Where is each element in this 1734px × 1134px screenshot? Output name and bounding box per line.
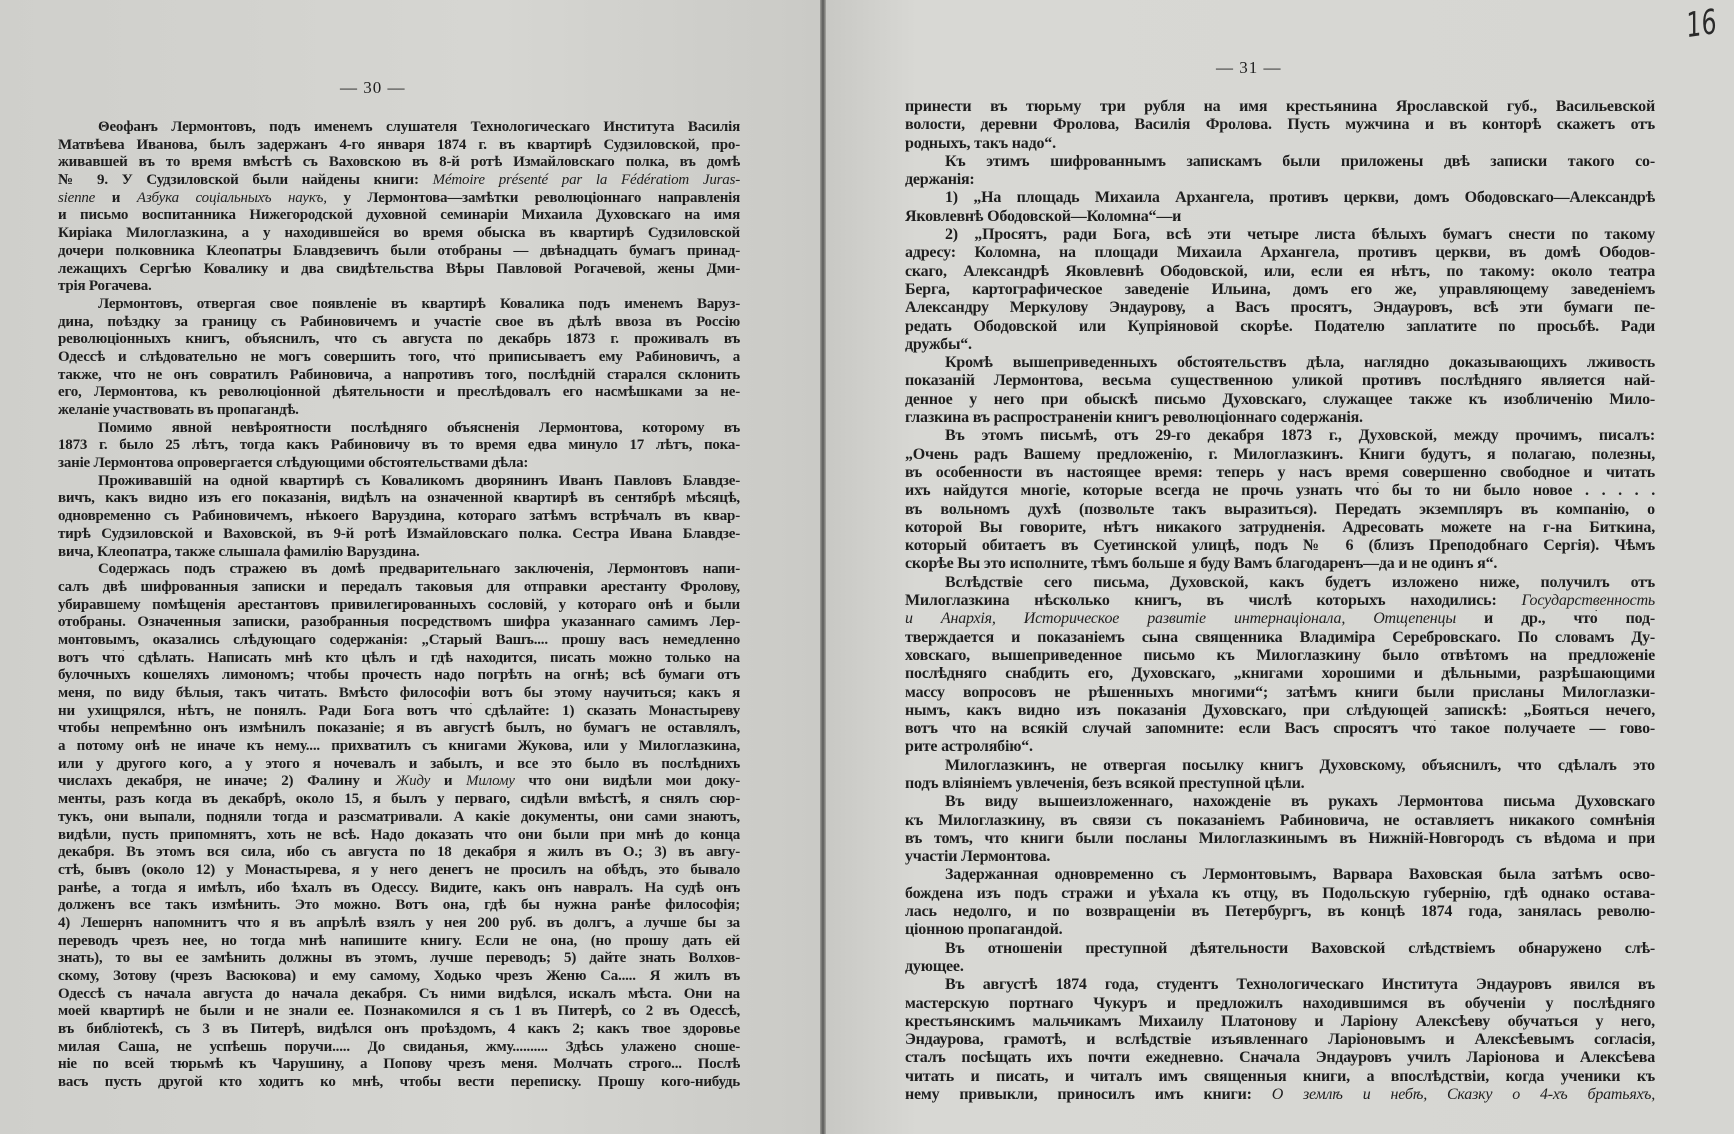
text-line: менты, разъ когда въ декабрѣ, около 15, я былъ у перваго, сидѣли вмѣстѣ, я снялъ сюр-	[58, 791, 740, 808]
text-line	[905, 1086, 1655, 1104]
text-line: дующее.	[905, 957, 964, 975]
paragraph	[905, 793, 1655, 866]
text-line: видѣли, пусть припомнятъ, хоть не всѣ. Надо доказать что они были при мнѣ до конца	[58, 826, 740, 843]
text-line: живавшей въ то время вмѣстѣ съ Ваховскою въ 8-й ротѣ Измайловскаго полка, въ домѣ	[58, 154, 740, 171]
text-line: показаній Лермонтова, весьма существенною уликой противъ послѣдняго является най-	[905, 372, 1655, 390]
paragraph	[905, 153, 1655, 190]
text-line: милая Саша, не успѣешь поручи..... До свиданья, жму.......... Здѣсь улажено сноше-	[58, 1038, 740, 1055]
text-line: знать), то вы ее замѣнить должны въ этомъ, лучше переводъ; 5) дайте знать Волхов-	[58, 950, 740, 967]
paragraph	[58, 561, 740, 1092]
text-line: держанія:	[905, 171, 975, 189]
text-segment: и	[430, 773, 467, 790]
text-line: лась недолго, и по возвращеніи въ Петербургъ, въ концѣ 1874 года, занялась револю-	[905, 903, 1655, 921]
text-segment: и	[95, 189, 137, 206]
text-line: Помимо явной невѣроятности послѣдняго объясненія Лермонтова, которому въ	[98, 419, 740, 436]
text-line: 1) „На площадь Михаила Архангела, противъ церкви, домъ Ободовскаго—Александрѣ	[945, 189, 1655, 207]
text-line: стѣ, бывъ (около 12) у Монастырева, я у него денегъ не просилъ на обѣдъ, это бывало	[58, 861, 740, 878]
text-line: Задержанная одновременно съ Лермонтовымъ, Варвара Ваховская была затѣмъ осво-	[945, 866, 1655, 884]
text-line	[58, 172, 740, 190]
text-line: въ томъ, что книги были посланы Милоглазкинымъ въ Нижній-Новгородъ съ вѣдома и при	[905, 829, 1655, 847]
text-line: или у другого кого, а у этого я ночевалъ и забылъ, и все это было въ послѣднихъ	[58, 755, 740, 772]
paragraph	[905, 226, 1655, 354]
text-line: моей квартирѣ не были и не знали ее. Познакомился я съ 1 въ Питерѣ, со 2 въ Одессѣ,	[58, 1003, 740, 1020]
text-line: ніе по всей тюрьмѣ къ Чарушину, а Попову чрезъ меня. Молчать строго... Послѣ	[58, 1056, 740, 1073]
paragraph	[905, 940, 1655, 977]
text-line: читать и писать, и читалъ имъ священныя книги, а впослѣдствіи, когда ученики къ	[905, 1067, 1655, 1085]
text-line: массу вопросовъ не рѣшенныхъ многими“; затѣмъ книги были присланы Милоглазки-	[905, 683, 1655, 701]
text-column-left	[58, 119, 740, 1092]
text-line: 1873 г. было 25 лѣтъ, тогда какъ Рабиновичу въ то время едва минуло 17 лѣтъ, пока-	[58, 437, 740, 454]
text-line: Одессѣ и слѣдовательно не могъ совершить того, что̀ приписываетъ ему Рабиновичъ, а	[58, 348, 740, 365]
text-line: Александру Меркулову Эндаурову, а Васъ просятъ, Эндауровъ, всѣ эти бумаги пе-	[905, 299, 1655, 317]
text-line: салъ двѣ шифрованныя записки и передалъ таковыя для отправки арестанту Фролову,	[58, 578, 740, 595]
text-line: булочныхъ кошеляхъ лимономъ; чтобы прочесть надо погрѣть на огнѣ; всѣ бумаги отъ	[58, 667, 740, 684]
text-line: ни ухищрялся, нѣтъ, не понялъ. Ради Бога вотъ что̀ сдѣлайте: 1) сказать Монастыреву	[58, 702, 740, 719]
text-line: Въ этомъ письмѣ, отъ 29-го декабря 1873 г., Духовской, между прочимъ, писалъ:	[945, 427, 1655, 445]
text-line: его, Лермонтова, къ революціонной дѣятельности и преслѣдовалъ его насмѣшками за не-	[58, 384, 740, 401]
text-line: участіи Лермонтова.	[905, 848, 1051, 866]
paragraph	[905, 98, 1655, 153]
text-line: послѣдняго снабдить его, Духовскаго, „книгами хорошими и дѣльными, разрѣшающими	[905, 665, 1655, 683]
text-segment: Милоглазкина нѣсколько книгъ, въ числѣ которыхъ находились:	[905, 592, 1522, 610]
text-line: 2) „Просятъ, ради Бога, всѣ эти четыре листа бѣлыхъ бумагъ снести по такому	[945, 226, 1655, 244]
text-line: Берга, картографическое заведеніе Ильина, домъ его же, управляющему заведеніемъ	[905, 280, 1655, 298]
text-line: вотъ что̀ сдѣлать. Написать мнѣ кто цѣлъ и гдѣ находится, писать можно только на	[58, 649, 740, 666]
text-line: ихъ найдутся многіе, которые всегда не прочь узнать что̀ бы то ни было новое . . . . .	[905, 482, 1655, 500]
text-line: а потому онѣ не иначе къ нему.... прихватилъ съ книгами Жукова, или у Милоглазкина,	[58, 738, 740, 755]
text-line: Въ виду вышеизложеннаго, нахожденіе въ рукахъ Лермонтова письма Духовскаго	[945, 793, 1655, 811]
text-line: монтовымъ, оказались слѣдующаго содержанія: „Старый Вашъ.... прошу васъ немедленно	[58, 631, 740, 648]
text-line: родныхъ, такъ надо“.	[905, 134, 1056, 152]
text-line: чтобы непремѣнно онъ измѣнилъ показаніе; я въ августѣ былъ, но бумагъ не оставлялъ,	[58, 720, 740, 737]
text-segment: нему привыкли, приносилъ имъ книги:	[905, 1086, 1272, 1104]
text-line: заніе Лермонтова опровергается слѣдующими обстоятельствами дѣла:	[58, 455, 529, 472]
text-line: отобраны. Означенныя записки, разобранныя посредствомъ шифра указаннаго самимъ Лер-	[58, 614, 740, 631]
text-line: одновременно съ Рабиновичемъ, нѣкоего Варуздина, котораго затѣмъ встрѣчалъ въ квар-	[58, 508, 740, 525]
text-line: вича, Клеопатра, также слышала фамилію Варуздина.	[58, 543, 420, 560]
text-line: Содержась подъ стражею въ домѣ предварительнаго заключенія, Лермонтовъ напи-	[98, 561, 740, 578]
text-line: въ вольномъ духѣ (позвольте такъ выразиться). Передать экземпляръ въ компанію, о	[905, 500, 1655, 518]
text-line: глазкина въ распространеніи книгъ революціоннаго содержанія.	[905, 409, 1363, 427]
italic-title-text: О землѣ и небѣ, Сказку о 4-хъ братьяхъ,	[1271, 1086, 1655, 1104]
text-line	[905, 610, 1655, 628]
text-segment: и др., что̀ под-	[1455, 610, 1655, 628]
italic-title-text: и Анархія, Историческое развитіе интернаціонала, Отщепенцы	[905, 610, 1456, 628]
paragraph	[905, 354, 1655, 427]
text-line: Милоглазкинъ, не отвергая посылку книгъ Духовскому, объяснилъ, что сдѣлалъ это	[945, 756, 1655, 774]
text-line: принести въ тюрьму три рубля на имя крестьянина Ярославской губ., Васильевской	[905, 98, 1655, 115]
text-line: революціонныхъ книгъ, объяснилъ, что съ августа по декабрь 1873 г. проживалъ въ	[58, 331, 740, 348]
text-line: декабря. Въ этомъ вся сила, ибо съ августа по 18 декабря я жилъ въ О.; 3) въ авгу-	[58, 844, 740, 861]
text-line: Къ этимъ шифрованнымъ запискамъ были приложены двѣ записки такого со-	[945, 152, 1655, 170]
text-line: „Очень радъ Вашему предложенію, г. Милоглазкинъ. Книги будутъ, я полагаю, полезны,	[905, 445, 1655, 463]
text-line: тверждается и показаніемъ сына священника Владиміра Серебровскаго. По словамъ Ду-	[905, 628, 1655, 646]
text-line: нымъ, какъ видно изъ показанія Духовскаго, при слѣдующей запискѣ: „Бояться нечего,	[905, 701, 1655, 719]
paragraph	[905, 976, 1655, 1104]
text-line: 4) Лешернъ напомнитъ что я въ апрѣлѣ взялъ у нея 200 руб. въ долгъ, а лучше бы за	[58, 914, 740, 931]
text-line: ховскаго, вышеприведенное письмо къ Милоглазкину было отвѣтомъ на предложеніе	[905, 646, 1655, 664]
text-line: скорѣе Вы это исполните, тѣмъ больше я буду Вамъ благодаренъ—да и не одинъ я“.	[905, 555, 1498, 573]
paragraph	[58, 296, 740, 420]
text-line: редать Ободовской или Купріяновой скорѣе. Подателю заплатите по просьбѣ. Ради	[905, 317, 1655, 335]
text-line: желаніе участвовать въ пропагандѣ.	[58, 402, 299, 418]
text-line: Яковлевнѣ Ободовской—Коломна“—и	[905, 207, 1182, 225]
paragraph	[905, 866, 1655, 939]
italic-title-text: sienne	[58, 189, 96, 206]
book-gutter	[820, 0, 826, 1134]
text-line: бождена изъ подъ стражи и уѣхала къ отцу, въ Подольскую губернію, гдѣ однако остава-	[905, 884, 1655, 902]
text-line: тукъ, они выпали, подняли тогда и разсматривали. А какіе документы, они сами знаютъ,	[58, 808, 740, 825]
italic-title-text: Государственность	[1521, 592, 1655, 610]
text-line: скаго, Александрѣ Яковлевнѣ Ободовской, или, если ея нѣтъ, по такому: около театра	[905, 262, 1655, 280]
text-line: убиравшему помѣщенія арестантовъ привилегированныхъ сословій, у котораго онѣ и были	[58, 596, 740, 613]
paragraph	[905, 189, 1655, 226]
text-line: трія Рогачева.	[58, 278, 152, 295]
text-line: Проживавшій на одной квартирѣ съ Коваликомъ дворянинъ Иванъ Павловъ Блавдзе-	[98, 472, 740, 489]
text-line: который обитаетъ въ Суетинской улицѣ, подъ № 6 (близъ Преподобнаго Сергія). Чѣмъ	[905, 537, 1655, 555]
text-line: Въ отношеніи преступной дѣятельности Ваховской слѣдствіемъ обнаружено слѣ-	[945, 939, 1655, 957]
text-line: которой Вы говорите, нѣтъ никакого затрудненія. Адресовать можете на г-на Биткина,	[905, 518, 1655, 536]
text-line: адресу: Коломна, на площади Михаила Архангела, противъ церкви, въ домѣ Ободов-	[905, 244, 1655, 262]
text-segment: № 9. У Судзиловской были найдены книги:	[58, 172, 433, 189]
text-line: вичъ, какъ видно изъ его показанія, видѣлъ на означенной квартирѣ въ сентябрѣ мѣсяцѣ,	[58, 490, 740, 507]
paragraph	[905, 574, 1655, 757]
text-line: меня, по виду бѣлыя, такъ читать. Вмѣсто философіи вотъ бы этому научиться; какъ я	[58, 685, 740, 701]
text-line: дочери полковника Клеопатры Блавдзевичъ были отобраны — двѣнадцать бумагъ принад-	[58, 242, 740, 259]
text-line: Въ августѣ 1874 года, студентъ Технологическаго Института Эндауровъ явился въ	[945, 976, 1655, 994]
text-segment: у Лермонтова—замѣтки революціоннаго направленія	[326, 189, 740, 206]
text-line: лежащихъ Сергѣю Ковалику и два свидѣтельства Вѣры Павловой Рогачевой, жены Дми-	[58, 260, 740, 277]
text-line: тирѣ Судзиловской и Ваховской, въ 9-й ротѣ Измайловскаго полка. Сестра Ивана Блавдзе-	[58, 525, 740, 542]
text-line: долженъ все такъ измѣнить. Это можно. Вотъ она, гдѣ бы нужна ранѣе философія;	[58, 897, 740, 914]
paragraph	[58, 420, 740, 473]
text-line: васъ пусть другой кто ходитъ ко мнѣ, чтобы вести переписку. Прошу кого-нибудь	[58, 1074, 740, 1091]
text-line: Вслѣдствіе сего письма, Духовской, какъ будетъ изложено ниже, получилъ отъ	[945, 573, 1655, 591]
text-line: къ Милоглазкину, въ связи съ показаніемъ Рабиновича, не оставляетъ никакого сомнѣнія	[905, 811, 1655, 829]
italic-title-text: Жиду	[395, 773, 431, 790]
text-segment: что они видѣли мои доку-	[514, 773, 740, 790]
paragraph	[58, 119, 740, 296]
text-line	[58, 190, 740, 208]
paragraph	[58, 473, 740, 561]
text-line: Кромѣ вышеприведенныхъ обстоятельствъ дѣла, наглядно доказывающихъ лживость	[945, 354, 1655, 372]
text-line: переводъ чрезъ нее, но тогда мнѣ напишите книгу. Если не она, (но прошу дать ей	[58, 932, 740, 949]
text-line: мастерскую портнаго Чукуръ и предложилъ находившимся въ обученіи у послѣдняго	[905, 994, 1655, 1012]
page-number-left: — 30 —	[340, 78, 406, 97]
text-line: Одессѣ съ начала августа до начала декабря. Съ ними видѣлся, искалъ мѣста. Они на	[58, 985, 740, 1002]
page-number-right: — 31 —	[1216, 58, 1282, 77]
text-line: сталъ посѣщать ихъ почти ежедневно. Сначала Эндауровъ училъ Ларіонова и Алексѣева	[905, 1049, 1655, 1067]
text-line: и письмо воспитанника Нижегородской духовной семинаріи Михаила Духовскаго на имя	[58, 207, 740, 224]
paragraph	[905, 427, 1655, 573]
handwritten-folio-number: 16	[1683, 2, 1720, 46]
text-line: Θеофанъ Лермонтовъ, подъ именемъ слушателя Технологическаго Института Василія	[98, 119, 740, 135]
italic-title-text: Mémoire présenté par la Fédératiom Juras-	[432, 172, 740, 189]
text-line: дина, поѣздку за границу съ Рабиновичемъ и участіе свое въ дѣлѣ ввоза въ Россію	[58, 313, 740, 330]
text-line: дружбы“.	[905, 335, 972, 353]
italic-title-text: Милому	[466, 773, 515, 790]
text-line: денное у него при обыскѣ письмо Духовскаго, служащее также къ изобличенію Мило-	[905, 390, 1655, 408]
text-line: въ особенности въ настоящее время: теперь у насъ время совершенно свободное и читать	[905, 463, 1655, 481]
text-line	[58, 773, 740, 791]
text-line: ціонною пропагандой.	[905, 921, 1063, 939]
text-line: Киріака Милоглазкина, а у находившейся во время обыска въ квартирѣ Судзиловской	[58, 225, 740, 242]
text-line: вотъ что на всякій случай запомните: если Васъ спросятъ что̀ такое получаете — гово-	[905, 720, 1655, 738]
paragraph	[905, 757, 1655, 794]
text-line: крестьянскимъ мальчикамъ Михаилу Платонову и Ларіону Алексѣеву обучаться у него,	[905, 1012, 1655, 1030]
text-line	[905, 592, 1655, 610]
text-line: скому, Зотову (чрезъ Васюкова) и ему самому, Ходько чрезъ Женю Са..... Я жилъ въ	[58, 968, 740, 984]
text-line: рите астролябію“.	[905, 738, 1033, 756]
text-line: Лермонтовъ, отвергая свое появленіе въ квартирѣ Ковалика подъ именемъ Варуз-	[98, 295, 740, 312]
text-line: въ библіотекѣ, съ 3 въ Питерѣ, видѣлся онъ проѣздомъ, 4 какъ 2; какъ твое здоровье	[58, 1021, 740, 1038]
text-line: также, что не онъ совратилъ Рабиновича, а напротивъ того, послѣдній старался склонить	[58, 366, 740, 383]
text-line: волости, деревни Фролова, Василія Фролова. Пусть мужчина и въ конторѣ скажетъ отъ	[905, 116, 1655, 134]
text-column-right	[905, 98, 1655, 1104]
text-line: подъ вліяніемъ увлеченія, безъ всякой преступной цѣли.	[905, 774, 1305, 792]
text-segment: числахъ декабря, не иначе; 2) Фалину и	[58, 773, 396, 790]
text-line: Матвѣева Иванова, былъ задержанъ 4-го января 1874 г. въ квартирѣ Судзиловской, про-	[58, 136, 740, 153]
text-line: Эндаурова, грамотѣ, и вслѣдствіе изъявленнаго Ларіоновымъ и Алексѣевымъ согласія,	[905, 1031, 1655, 1049]
italic-title-text: Азбука соціальныхъ наукъ,	[136, 189, 327, 206]
text-line: ранѣе, а тогда я имѣлъ, ибо ѣхалъ въ Одессу. Видите, какъ онъ навралъ. На судѣ онъ	[58, 879, 740, 896]
